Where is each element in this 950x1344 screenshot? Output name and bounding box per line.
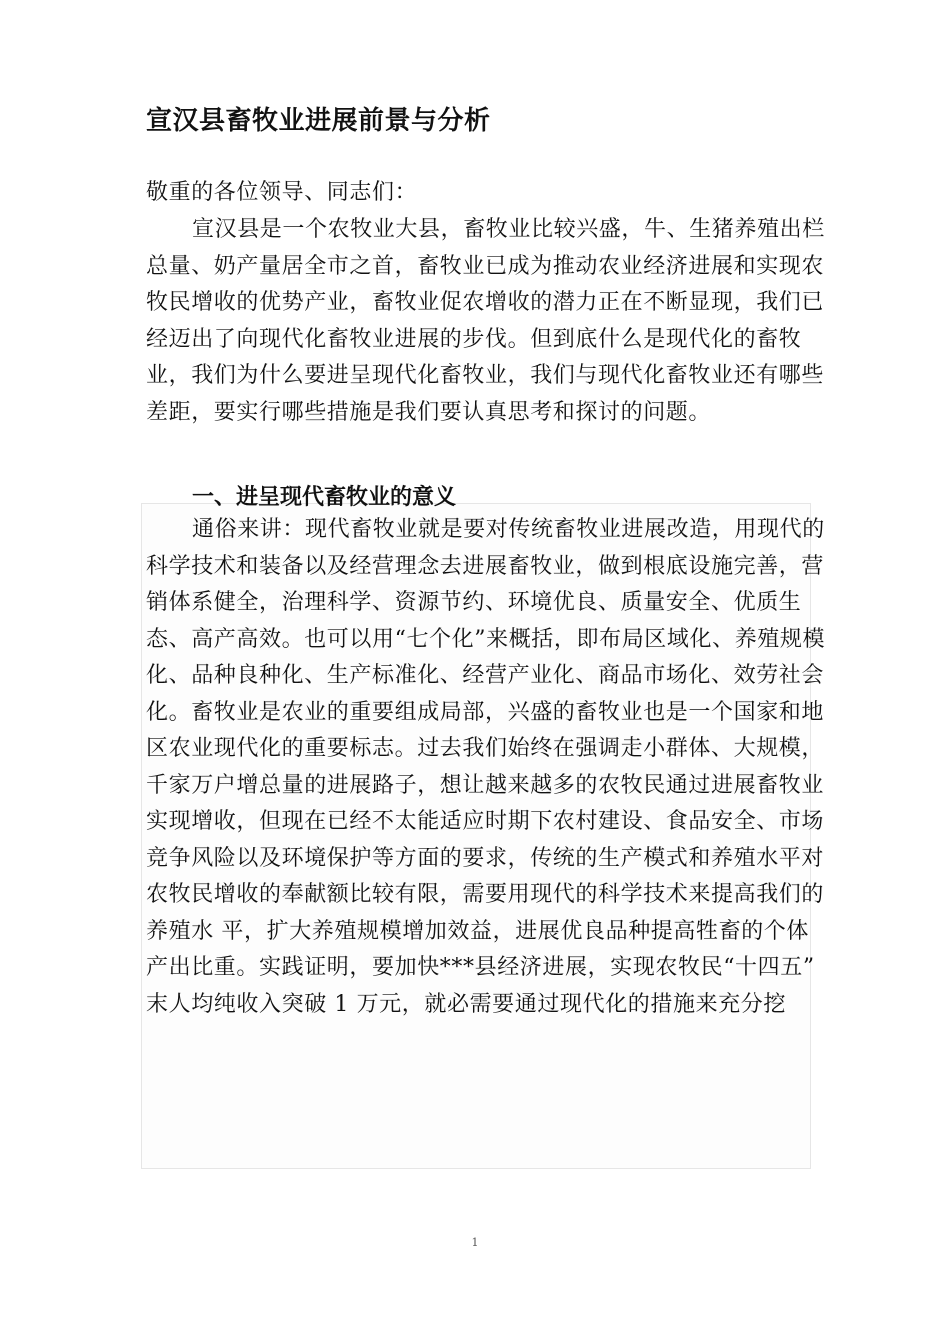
document-title: 宣汉县畜牧业进展前景与分析	[146, 106, 491, 136]
section-heading: 一、进呈现代畜牧业的意义	[192, 485, 457, 510]
salutation: 敬重的各位领导、同志们：	[146, 180, 418, 205]
section-paragraph: 通俗来讲：现代畜牧业就是要对传统畜牧业进展改造，用现代的科学技术和装备以及经营理念去进展畜牧业，做到根底设施完善，营销体系健全，治理科学、资源节约、环境优良、质量安全、优质生态、高产高效。也可以用“七个化”来概括，即布局区域化、养殖规模化、品种良种化、生产标准化、经营产业化、商品市场化、效劳社会化。畜牧业是农业的重要组成局部，兴盛的畜牧业也是一个国家和地区农业现代化的重要标志。过去我们始终在强调走小群体、大规模，千家万户增总量的进展路子，想让越来越多的农牧民通过进展畜牧业实现增收，但现在已经不太能适应时期下农村建设、食品安全、市场竞争风险以及环境保护等方面的要求，传统的生产模式和养殖水平对农牧民增收的奉献额比较有限，需要用现代的科学技术来提高我们的养殖水 平，扩大养殖规模增加效益，进展优良品种提高牲畜的个体产出比重。实践证明，要加快***县经济进展，实现农牧民“十四五” 末人均纯收入突破 1 万元，就必需要通过现代化的措施来充分挖	[146, 517, 826, 1017]
page-number: 1	[471, 1236, 479, 1249]
intro-paragraph: 宣汉县是一个农牧业大县，畜牧业比较兴盛，牛、生猪养殖出栏总量、奶产量居全市之首，畜牧业已成为推动农业经济进展和实现农牧民增收的优势产业，畜牧业促农增收的潜力正在不断显现，我们已经迈出了向现代化畜牧业进展的步伐。但到底什么是现代化的畜牧业，我们为什么要进呈现代化畜牧业，我们与现代化畜牧业还有哪些差距，要实行哪些措施是我们要认真思考和探讨的问题。	[146, 217, 825, 425]
